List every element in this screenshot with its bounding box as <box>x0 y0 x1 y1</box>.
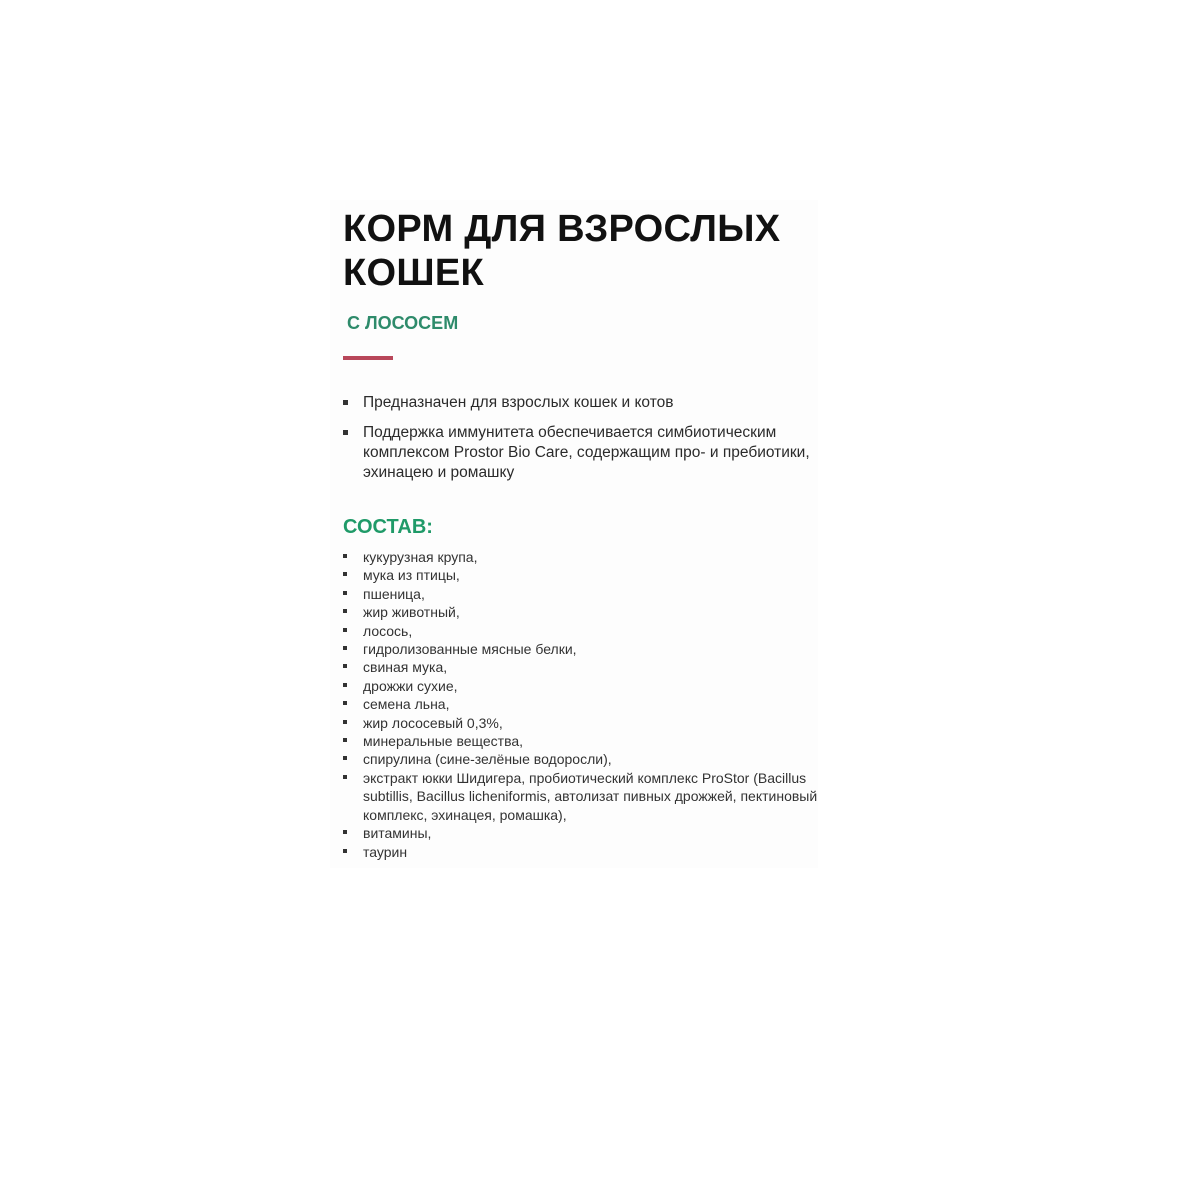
ingredient-item <box>343 677 823 695</box>
ingredient-text: мука из птицы, <box>363 567 460 584</box>
ingredient-item <box>343 714 823 732</box>
ingredient-item <box>343 695 823 713</box>
ingredient-text: свиная мука, <box>363 659 448 676</box>
ingredient-text: спирулина (сине-зелёные водоросли), <box>363 751 612 768</box>
bullet-icon <box>343 646 347 650</box>
page-title: КОРМ ДЛЯ ВЗРОСЛЫХ КОШЕК <box>343 208 781 294</box>
bullet-icon <box>343 683 347 687</box>
ingredient-text: кукурузная крупа, <box>363 549 478 565</box>
feature-text: Предназначен для взрослых кошек и котов <box>363 394 674 411</box>
ingredient-item <box>343 622 823 640</box>
ingredient-text: лосось, <box>363 622 413 639</box>
ingredient-item <box>343 824 823 842</box>
feature-list <box>343 393 823 493</box>
ingredient-item <box>343 769 823 824</box>
ingredient-text: минеральные вещества, <box>363 733 524 750</box>
feature-item <box>343 423 823 483</box>
ingredient-item <box>343 750 823 768</box>
bullet-icon <box>343 738 347 742</box>
feature-text: Поддержка иммунитета обеспечивается симбиотическим комплексом Prostor Bio Care, содержащим про- и пребиотики, эхинацею и ромашку <box>363 424 810 481</box>
feature-item <box>343 393 823 413</box>
bullet-icon <box>343 756 347 760</box>
bullet-icon <box>343 609 347 613</box>
bullet-icon <box>343 830 347 834</box>
bullet-icon <box>343 849 347 853</box>
ingredient-item <box>343 585 823 603</box>
ingredient-text: семена льна, <box>363 696 450 713</box>
ingredient-list <box>343 548 823 861</box>
ingredient-item <box>343 658 823 676</box>
bullet-icon <box>343 430 348 435</box>
bullet-icon <box>343 628 347 632</box>
bullet-icon <box>343 591 347 595</box>
bullet-icon <box>343 664 347 668</box>
composition-heading: СОСТАВ: <box>343 516 433 538</box>
ingredient-text: пшеница, <box>363 585 425 602</box>
ingredient-item <box>343 566 823 584</box>
ingredient-text: таурин <box>363 843 408 860</box>
ingredient-item <box>343 732 823 750</box>
ingredient-text: экстракт юкки Шидигера, пробиотический комплекс ProStor (Bacillus subtillis, Bacillus licheniformis, автолизат пивных дрожжей, пектиновый комплекс, эхинацея, ромашка), <box>363 769 818 823</box>
ingredient-text: дрожжи сухие, <box>363 677 458 694</box>
ingredient-item <box>343 640 823 658</box>
ingredient-text: жир животный, <box>363 604 460 621</box>
ingredient-item <box>343 548 823 566</box>
bullet-icon <box>343 701 347 705</box>
bullet-icon <box>343 400 348 405</box>
ingredient-text: жир лососевый 0,3%, <box>363 714 503 731</box>
bullet-icon <box>343 720 347 724</box>
bullet-icon <box>343 775 347 779</box>
ingredient-text: гидролизованные мясные белки, <box>363 641 577 658</box>
ingredient-item <box>343 843 823 861</box>
accent-divider <box>343 356 393 360</box>
ingredient-item <box>343 603 823 621</box>
bullet-icon <box>343 554 347 558</box>
product-subtitle: С ЛОСОСЕМ <box>347 313 459 333</box>
ingredient-text: витамины, <box>363 825 432 842</box>
bullet-icon <box>343 572 347 576</box>
